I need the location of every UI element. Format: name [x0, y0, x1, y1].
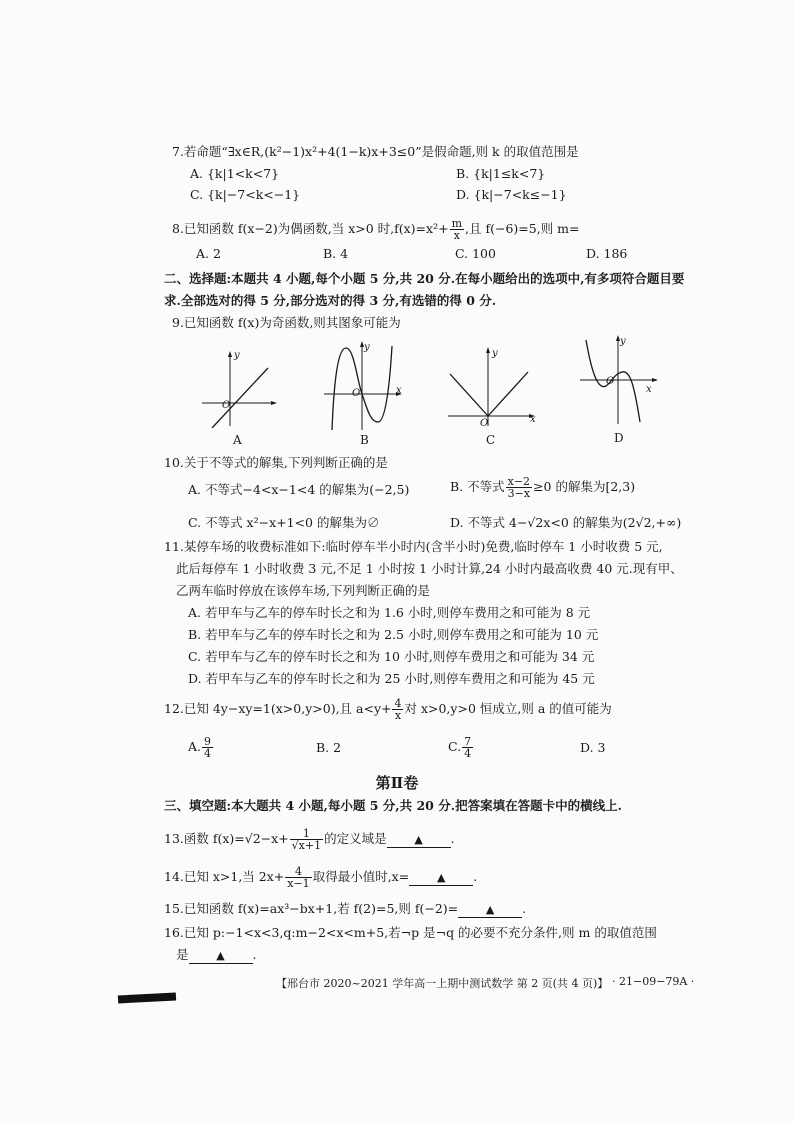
q13-pre: 13.函数 f(x)=√2−x+ [164, 831, 289, 846]
q9-c-x-label: x [530, 414, 536, 425]
q9-b-origin-label: O [352, 388, 361, 399]
paper-code: · 21−09−79A · [612, 975, 695, 988]
q8-frac-den: x [453, 229, 460, 242]
q14-pre: 14.已知 x>1,当 2x+ [164, 869, 285, 884]
q12-c-fraction [462, 736, 473, 759]
q14-end: . [473, 869, 478, 884]
q8-option-d: D. 186 [586, 246, 628, 261]
q10-option-c: C. 不等式 x²−x+1<0 的解集为∅ [188, 515, 380, 530]
q9-label-b: B [360, 433, 369, 447]
q12-c-den: 4 [464, 747, 472, 760]
q10-b-den: 3−x [507, 487, 531, 500]
q14-num: 4 [285, 866, 311, 878]
q8-option-b: B. 4 [323, 246, 349, 261]
q10-b-pre: B. 不等式 [450, 479, 505, 494]
section3-heading: 三、填空题:本大题共 4 小题,每小题 5 分,共 20 分.把答案填在答题卡中的横线上. [164, 798, 622, 813]
section2-heading-line2: 求.全部选对的得 5 分,部分选对的得 3 分,有选错的得 0 分. [164, 293, 497, 308]
q11-option-a: A. 若甲车与乙车的停车时长之和为 1.6 小时,则停车费用之和可能为 8 元 [188, 605, 591, 620]
q11-line2: 此后每停车 1 小时收费 3 元,不足 1 小时按 1 小时计算,24 小时内最高收费 40 元.现有甲、 [176, 561, 683, 576]
q9-label-d: D [614, 431, 624, 445]
q13-stem [164, 828, 455, 851]
q7-option-a: A. {k|1<k<7} [190, 166, 280, 181]
q9-stem: 9.已知函数 f(x)为奇函数,则其图象可能为 [172, 315, 401, 330]
q10-b-num: x−2 [507, 475, 531, 488]
q7-option-b: B. {k|1≤k<7} [456, 166, 546, 181]
q12-a-prefix: A. [188, 739, 202, 754]
q14-answer-blank: ▲ [409, 871, 473, 886]
q10-option-a: A. 不等式−4<x−1<4 的解集为(−2,5) [188, 482, 410, 497]
q13-fraction [290, 828, 323, 851]
q7-option-c: C. {k|−7<k<−1} [190, 187, 301, 202]
q10-option-d: D. 不等式 4−√2x<0 的解集为(2√2,+∞) [450, 515, 682, 530]
q13-den: √x+1 [291, 839, 322, 852]
q9-a-origin-label: O [222, 400, 231, 411]
q12-a-den: 4 [204, 747, 212, 760]
q14-den: x−1 [287, 877, 310, 890]
q11-option-c: C. 若甲车与乙车的停车时长之和为 10 小时,则停车费用之和可能为 34 元 [188, 649, 595, 664]
q16-line2 [176, 947, 257, 964]
q16-pre2: 是 [176, 947, 189, 962]
q8-stem [172, 218, 579, 241]
q12-option-d: D. 3 [580, 740, 606, 755]
q13-num: 1 [290, 828, 323, 840]
q9-b-y-label: y [364, 342, 370, 353]
q12-c-prefix: C. [448, 739, 462, 754]
scan-mark [118, 992, 176, 1003]
q9-graph-d [578, 334, 658, 426]
q8-stem-post: ,且 f(−6)=5,则 m= [465, 221, 580, 236]
q9-d-x-label: x [646, 384, 652, 395]
q8-frac-num: m [451, 217, 463, 230]
q9-d-y-label: y [620, 336, 626, 347]
q12-stem [164, 698, 612, 721]
q13-end: . [450, 831, 455, 846]
q16-end: . [252, 947, 257, 962]
q10-option-b [450, 476, 635, 499]
q15-end: . [522, 901, 527, 916]
q8-option-a: A. 2 [196, 246, 221, 261]
q7-stem: 7.若命题“∃x∈R,(k²−1)x²+4(1−k)x+3≤0”是假命题,则 k 的取值范围是 [172, 144, 579, 159]
section2-heading-line1: 二、选择题:本题共 4 小题,每个小题 5 分,共 20 分.在每小题给出的选项中,有多项符合题目要 [164, 271, 685, 286]
q12-c-num: 7 [464, 735, 472, 748]
q12-a-fraction [202, 736, 213, 759]
q11-line1: 11.某停车场的收费标准如下:临时停车半小时内(含半小时)免费,临时停车 1 小时收费 5 元, [164, 539, 663, 554]
q8-option-c: C. 100 [455, 246, 496, 261]
q8-fraction [450, 218, 464, 241]
q14-stem [164, 866, 477, 889]
q10-b-fraction [506, 476, 532, 499]
q9-label-a: A [233, 433, 242, 447]
q10-b-post: ≥0 的解集为[2,3) [533, 479, 636, 494]
q7-option-d: D. {k|−7<k≤−1} [456, 187, 567, 202]
q16-line1: 16.已知 p:−1<x<3,q:m−2<x<m+5,若¬p 是¬q 的必要不充分条件,则 m 的取值范围 [164, 925, 657, 940]
q9-b-x-label: x [396, 385, 402, 396]
q13-post: 的定义域是 [324, 831, 387, 846]
q12-fraction [392, 698, 403, 721]
q12-frac-den: x [394, 709, 402, 722]
q9-label-c: C [486, 433, 496, 447]
q9-c-origin-label: O [480, 418, 489, 429]
q11-option-b: B. 若甲车与乙车的停车时长之和为 2.5 小时,则停车费用之和可能为 10 元 [188, 627, 599, 642]
part2-title: 第Ⅱ卷 [375, 774, 419, 792]
q15-answer-blank: ▲ [458, 903, 522, 918]
q14-post: 取得最小值时,x= [312, 869, 410, 884]
q12-option-c [448, 736, 474, 759]
q10-stem: 10.关于不等式的解集,下列判断正确的是 [164, 455, 388, 470]
q11-option-d: D. 若甲车与乙车的停车时长之和为 25 小时,则停车费用之和可能为 45 元 [188, 671, 595, 686]
q12-option-b: B. 2 [316, 740, 342, 755]
page-footer: 【邢台市 2020~2021 学年高一上期中测试数学 第 2 页(共 4 页)】 [276, 977, 609, 990]
q9-c-y-label: y [492, 348, 498, 359]
q15-stem [164, 901, 526, 918]
q15-pre: 15.已知函数 f(x)=ax³−bx+1,若 f(2)=5,则 f(−2)= [164, 901, 459, 916]
q16-answer-blank: ▲ [189, 949, 253, 964]
q12-a-num: 9 [204, 735, 212, 748]
q9-graph-c [446, 346, 536, 428]
q12-stem-pre: 12.已知 4y−xy=1(x>0,y>0),且 a<y+ [164, 701, 392, 716]
q12-stem-post: 对 x>0,y>0 恒成立,则 a 的值可能为 [404, 701, 612, 716]
q12-option-a [188, 736, 214, 759]
q9-d-origin-label: O [606, 376, 615, 387]
q14-fraction [285, 866, 311, 889]
q12-frac-num: 4 [394, 697, 402, 710]
q13-answer-blank: ▲ [387, 833, 451, 848]
q9-a-y-label: y [234, 350, 240, 361]
q8-stem-pre: 8.已知函数 f(x−2)为偶函数,当 x>0 时,f(x)=x²+ [172, 221, 449, 236]
q9-graph-b [322, 340, 402, 432]
q11-line3: 乙两车临时停放在该停车场,下列判断正确的是 [176, 583, 430, 598]
